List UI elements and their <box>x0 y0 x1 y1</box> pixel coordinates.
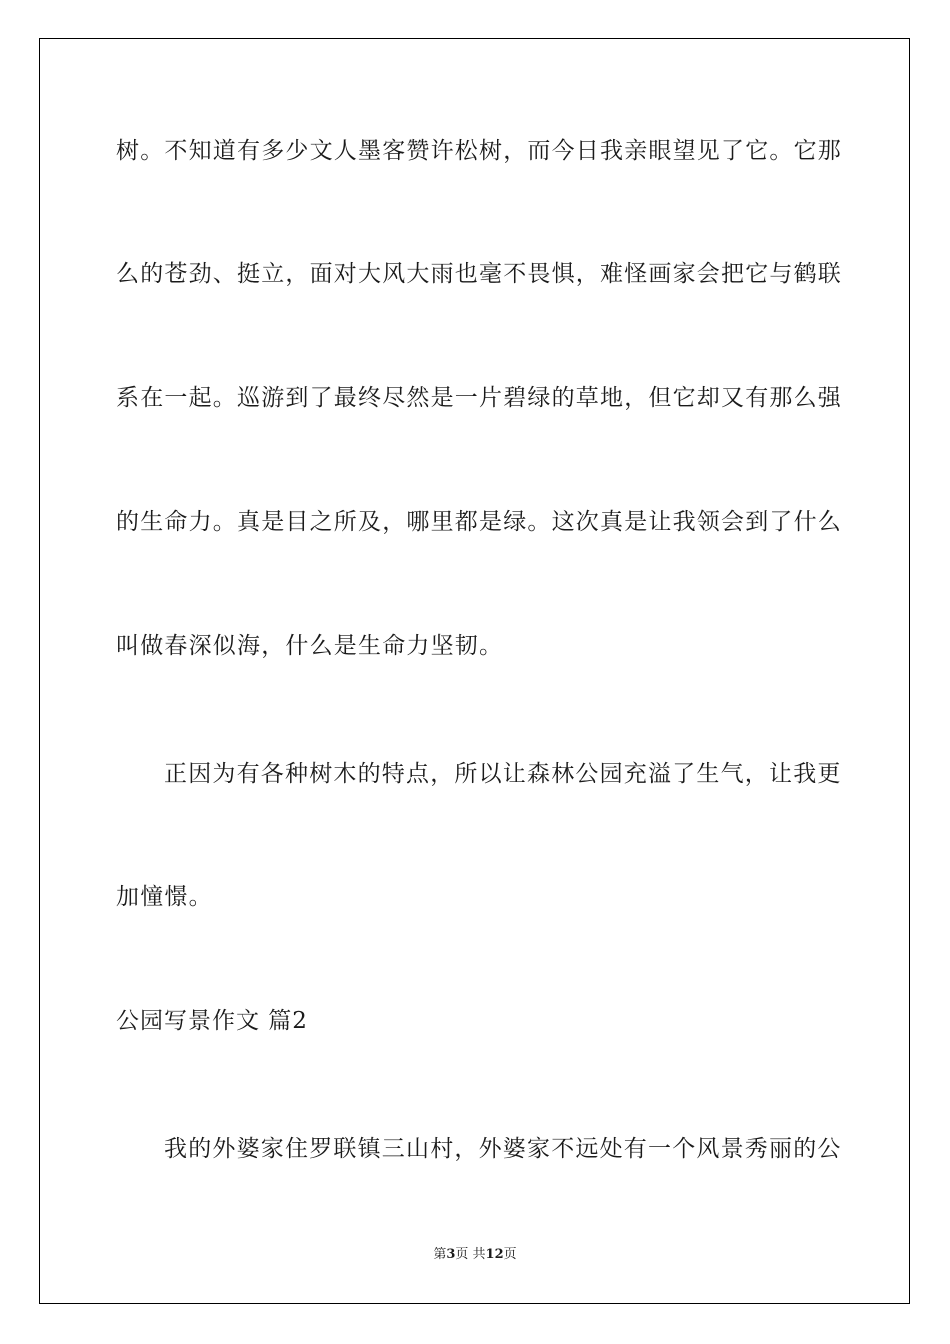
text-line: 加憧憬。 <box>116 884 213 910</box>
section-heading: 公园写景作文 篇2 <box>116 1008 308 1034</box>
text-line: 树。不知道有多少文人墨客赞许松树，而今日我亲眼望见了它。它那 <box>116 138 842 164</box>
text-line: 么的苍劲、挺立，面对大风大雨也毫不畏惧，难怪画家会把它与鹤联 <box>116 261 842 287</box>
text-line: 叫做春深似海，什么是生命力坚韧。 <box>116 633 504 659</box>
text-line: 的生命力。真是目之所及，哪里都是绿。这次真是让我领会到了什么 <box>116 509 842 535</box>
total-pages-number: 12 <box>485 1247 504 1262</box>
page-border <box>39 38 910 1304</box>
footer-total-suffix: 页 <box>503 1247 517 1262</box>
current-page-number: 3 <box>446 1247 456 1262</box>
text-line: 正因为有各种树木的特点，所以让森林公园充溢了生气，让我更 <box>164 761 842 787</box>
text-line: 我的外婆家住罗联镇三山村，外婆家不远处有一个风景秀丽的公 <box>164 1136 842 1162</box>
text-line: 系在一起。巡游到了最终尽然是一片碧绿的草地，但它却又有那么强 <box>116 385 842 411</box>
footer-prefix: 第 <box>433 1247 447 1262</box>
page-footer <box>0 1246 950 1264</box>
footer-page-suffix: 页 共 <box>455 1247 486 1262</box>
